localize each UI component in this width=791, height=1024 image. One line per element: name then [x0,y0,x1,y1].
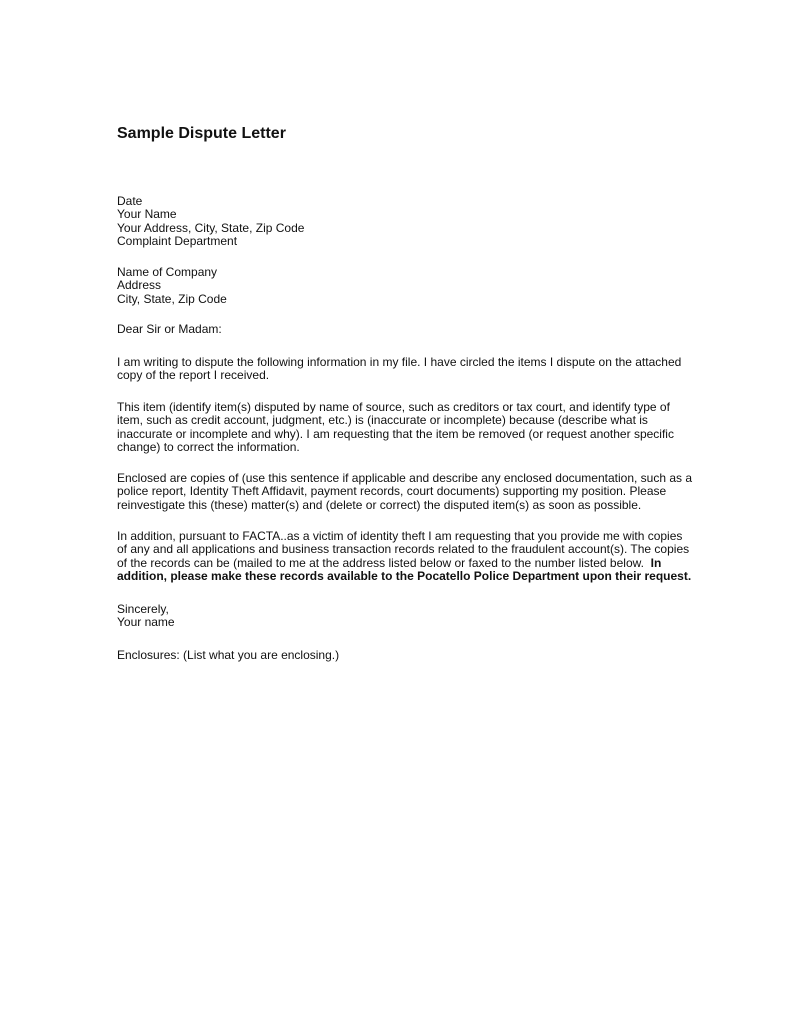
bold-emphasis-text: In [650,555,662,570]
signature: Your name [117,615,175,630]
paragraph-line: This item (identify item(s) disputed by name of source, such as creditors or tax court, and identify type of [117,400,670,414]
sender-address: Your Address, City, State, Zip Code [117,220,305,235]
closing: Sincerely, [117,602,169,616]
recipient-city: City, State, Zip Code [117,291,227,306]
sender-name: Your Name [117,207,177,222]
paragraph-1 [117,356,692,383]
paragraph-line: I am writing to dispute the following information in my file. I have circled the items I dispute on the attached [117,355,682,369]
paragraph-line-mixed [117,557,692,570]
sender-block [117,195,687,249]
bold-emphasis-line: addition, please make these records available to the Pocatello Police Department upon their request. [117,569,692,584]
recipient-address: Address [117,278,162,293]
salutation [117,323,687,336]
paragraph-line: In addition, pursuant to FACTA..as a victim of identity theft I am requesting that you provide me with copies [117,529,683,543]
salutation-text: Dear Sir or Madam: [117,322,222,336]
recipient-company: Name of Company [117,265,218,279]
closing-block [117,603,687,630]
enclosures-text: Enclosures: (List what you are enclosing.) [117,648,340,662]
paragraph-line: copy of the report I received. [117,368,270,383]
paragraph-line: police report, Identity Theft Affidavit, payment records, court documents) supporting my position. Please [117,484,667,499]
document-title: Sample Dispute Letter [117,125,286,142]
paragraph-2 [117,401,692,455]
paragraph-3 [117,472,692,512]
paragraph-line: inaccurate or incomplete and why). I am requesting that the item be removed (or request another specific [117,426,674,441]
paragraph-line: of any and all applications and business transaction records related to the fraudulent account(s). The copies [117,542,690,557]
paragraph-line: Enclosed are copies of (use this sentence if applicable and describe any enclosed documentation, such as a [117,471,693,485]
paragraph-4 [117,530,692,584]
paragraph-line: item, such as credit account, judgment, etc.) is (inaccurate or incomplete) because (describe what is [117,413,648,428]
sender-date: Date [117,194,143,208]
recipient-block [117,266,687,306]
paragraph-line: change) to correct the information. [117,440,300,455]
paragraph-line-text: of the records can be (mailed to me at the address listed below or faxed to the number listed below. [117,555,651,570]
sender-department: Complaint Department [117,234,238,249]
paragraph-line: reinvestigate this (these) matter(s) and (delete or correct) the disputed item(s) as soon as possible. [117,497,642,512]
enclosures [117,649,687,662]
